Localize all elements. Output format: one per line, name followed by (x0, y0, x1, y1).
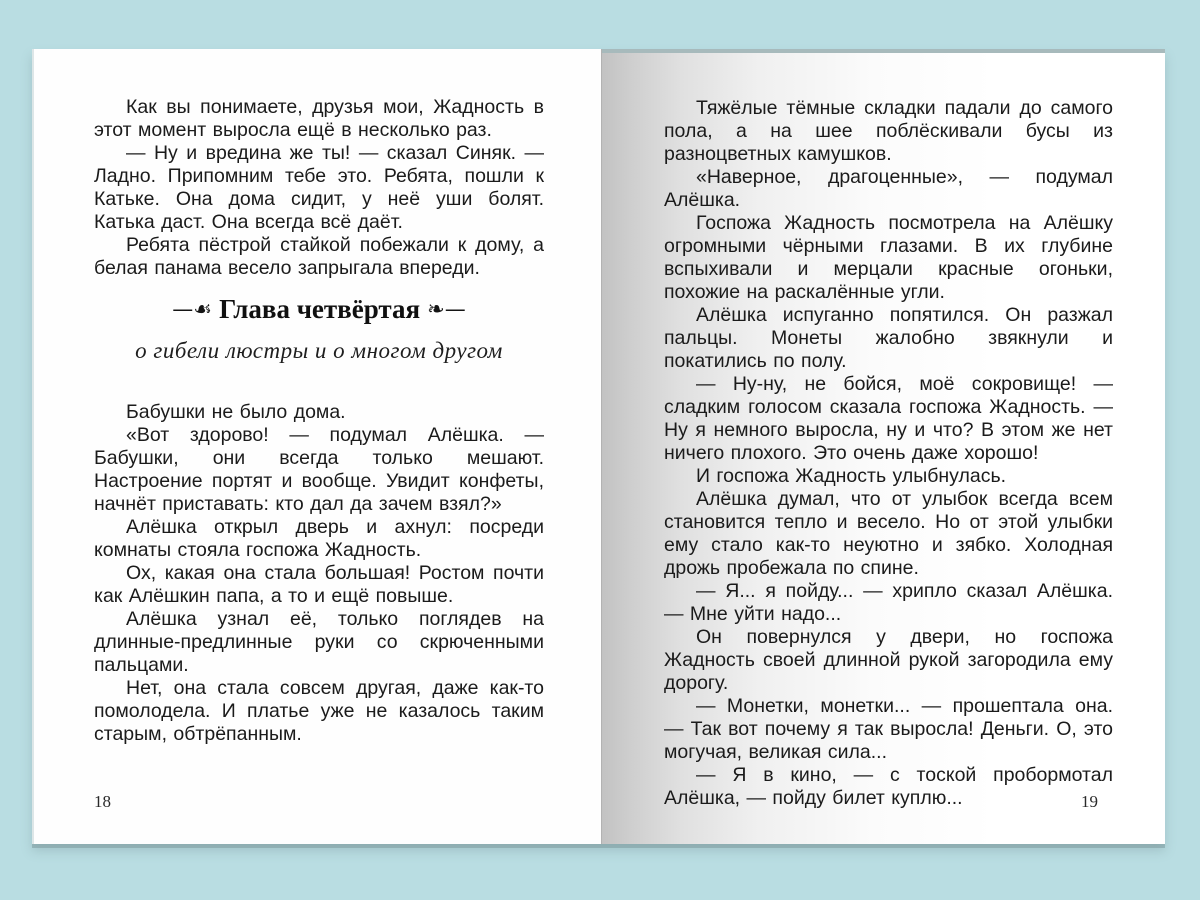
paragraph: Тяжёлые тёмные складки падали до самого пола, а на шее поблёскивали бусы из разноцветных камушков. (664, 97, 1113, 165)
paragraph: — Ну и вредина же ты! — сказал Синяк. — Ладно. Припомним тебе это. Ребята, пошли к Катьке. Она дома сидит, у неё уши болят. Катька даст. Она всегда всё даёт. (94, 142, 544, 233)
page-right (602, 49, 1165, 844)
open-book (32, 49, 1165, 844)
chapter-subtitle: о гибели люстры и о многом другом (135, 338, 503, 363)
paragraph: Алёшка думал, что от улыбок всегда всем становится тепло и весело. Но от этой улыбки ему стало как-то неуютно и зябко. Холодная дрожь пробежала по спине. (664, 488, 1113, 579)
page-number-right: 19 (1081, 792, 1098, 811)
paragraph: Госпожа Жадность посмотрела на Алёшку огромными чёрными глазами. В их глубине вспыхивали и мерцали красные огоньки, похожие на раскалённые угли. (664, 212, 1113, 303)
fleuron-left-icon: —☙ (172, 297, 213, 321)
page-left (32, 49, 602, 844)
paragraph: Бабушки не было дома. (126, 401, 346, 423)
page-number-left: 18 (94, 792, 111, 811)
chapter-title-text: Глава четвёртая (219, 294, 421, 324)
fleuron-right-icon: ❧— (427, 297, 466, 321)
paragraph: — Ну-ну, не бойся, моё сокровище! — сладким голосом сказала госпожа Жадность. — Ну я немного выросла, ну и что? В этом же нет ничего плохого. Это очень даже хорошо! (664, 373, 1113, 464)
paragraph: Как вы понимаете, друзья мои, Жадность в этот момент выросла ещё в несколько раз. (94, 96, 544, 141)
paragraph: Алёшка узнал её, только поглядев на длинные-предлинные руки со скрюченными пальцами. (94, 608, 544, 676)
paragraph: — Я в кино, — с тоской пробормотал Алёшка, — пойду билет куплю... (664, 764, 1113, 809)
chapter-heading (94, 294, 544, 325)
paragraph: «Наверное, драгоценные», — подумал Алёшка. (664, 166, 1113, 211)
paragraph: Ох, какая она стала большая! Ростом почти как Алёшкин папа, а то и ещё повыше. (94, 562, 544, 607)
paragraph: Нет, она стала совсем другая, даже как-то помолодела. И платье уже не казалось таким старым, обтрёпанным. (94, 677, 544, 745)
paragraph: Алёшка открыл дверь и ахнул: посреди комнаты стояла госпожа Жадность. (94, 516, 544, 561)
paragraph: Ребята пёстрой стайкой побежали к дому, а белая панама весело запрыгала впереди. (94, 234, 544, 279)
paragraph: — Я... я пойду... — хрипло сказал Алёшка. — Мне уйти надо... (664, 580, 1113, 625)
paragraph: — Монетки, монетки... — прошептала она. — Так вот почему я так выросла! Деньги. О, это могучая, великая сила... (664, 695, 1113, 763)
paragraph: И госпожа Жадность улыбнулась. (696, 465, 1007, 487)
paragraph: Алёшка испуганно попятился. Он разжал пальцы. Монеты жалобно звякнули и покатились по полу. (664, 304, 1113, 372)
paragraph: «Вот здорово! — подумал Алёшка. — Бабушки, они всегда только мешают. Настроение портят и вообще. Увидит конфеты, начнёт приставать: кто дал да зачем взял?» (94, 424, 544, 515)
paragraph: Он повернулся у двери, но госпожа Жадность своей длинной рукой загородила ему дорогу. (664, 626, 1113, 694)
